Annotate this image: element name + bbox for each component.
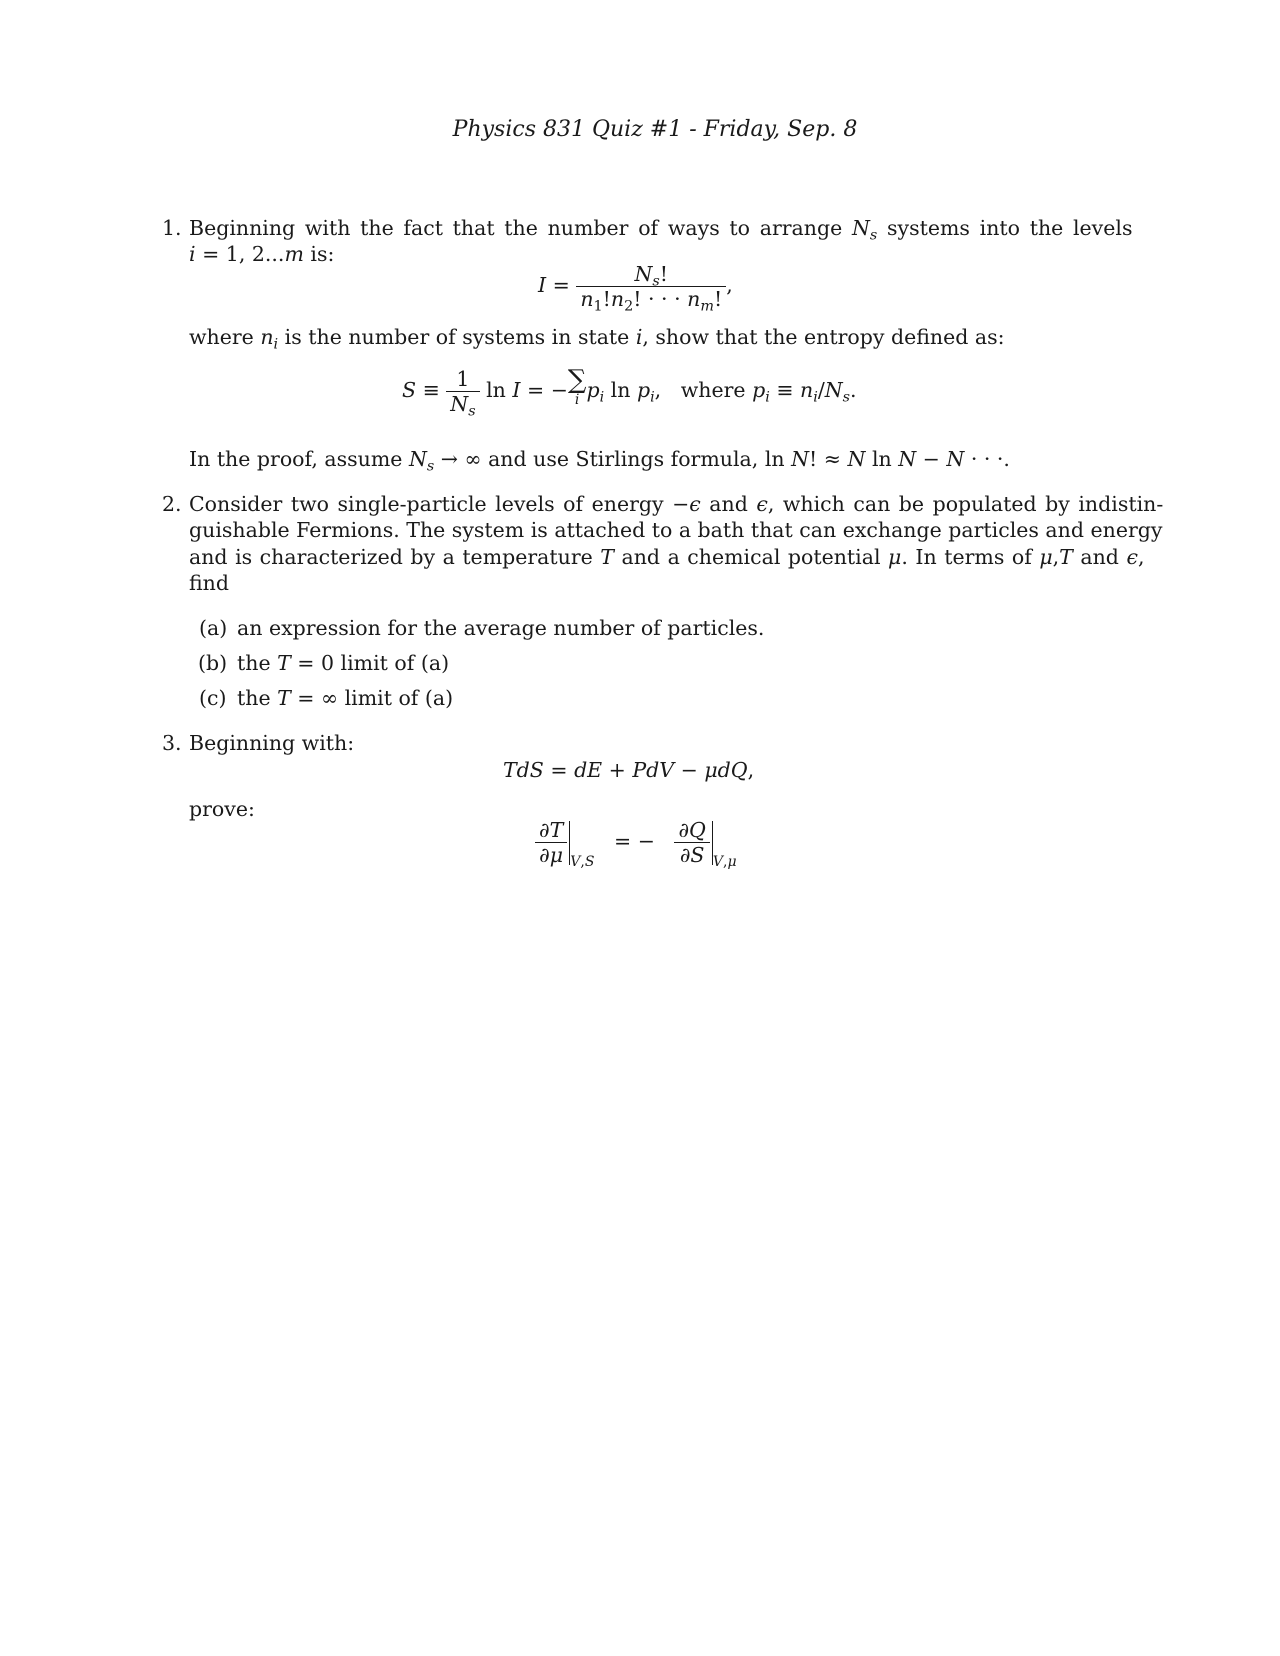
problem-2-number: 2. bbox=[162, 492, 182, 516]
part-b-label: (b) bbox=[198, 651, 228, 675]
problem-1-text-line2: i = 1, 2...m is: bbox=[189, 242, 335, 266]
problem-2-text-line3: and is characterized by a temperature T and a chemical potential μ. In terms of μ,T and ϵ, bbox=[189, 545, 1145, 569]
part-c-text: the T = ∞ limit of (a) bbox=[237, 686, 454, 710]
equation-multiplicity: I = $\frac{N_s!}{n_1!n_2! \cdot \cdot \cdot n_m!}$ , bbox=[538, 262, 733, 315]
part-b-text: the T = 0 limit of (a) bbox=[237, 651, 450, 675]
equation-maxwell-relation: $\frac{\partial T}{\partial\mu}$ $_{V,S}$ = − $\frac{\partial Q}{\partial S}$ $_{V,\mu}$ bbox=[535, 818, 737, 870]
page-title: Physics 831 Quiz #1 - Friday, Sep. 8 bbox=[452, 117, 858, 142]
equation-entropy: S ≡ $\frac{1}{N_s}$ ln I = − ∑ i $p_i$ $\ln p_i$, where $p_i \equiv n_i/N_s$. bbox=[402, 365, 857, 420]
problem-1-number: 1. bbox=[162, 216, 182, 240]
problem-1-text-line4: In the proof, assume $N_s$ → ∞ and use Stirlings formula, ln N! ≈ N ln N − N · · ·. bbox=[189, 447, 1010, 475]
problem-2-text-line1: Consider two single-particle levels of energy −ϵ and ϵ, which can be populated by indistin- bbox=[189, 492, 1164, 516]
equation-thermo-identity: TdS = dE + PdV − μdQ, bbox=[503, 758, 755, 782]
part-c-label: (c) bbox=[199, 686, 227, 710]
part-a-text: an expression for the average number of particles. bbox=[237, 616, 765, 640]
part-a-label: (a) bbox=[199, 616, 228, 640]
problem-3-number: 3. bbox=[162, 731, 182, 755]
problem-2-text-line2: guishable Fermions. The system is attached to a bath that can exchange particles and energy bbox=[189, 518, 1163, 542]
problem-3-intro: Beginning with: bbox=[189, 731, 355, 755]
problem-2-text-line4: find bbox=[189, 571, 229, 595]
problem-1-text-line3: where $n_i$ is the number of systems in state i, show that the entropy defined as: bbox=[189, 325, 1005, 353]
problem-3-prove-label: prove: bbox=[189, 797, 255, 821]
problem-1-text-line1: Beginning with the fact that the number of ways to arrange $N_s$ systems into the levels bbox=[189, 216, 1133, 244]
